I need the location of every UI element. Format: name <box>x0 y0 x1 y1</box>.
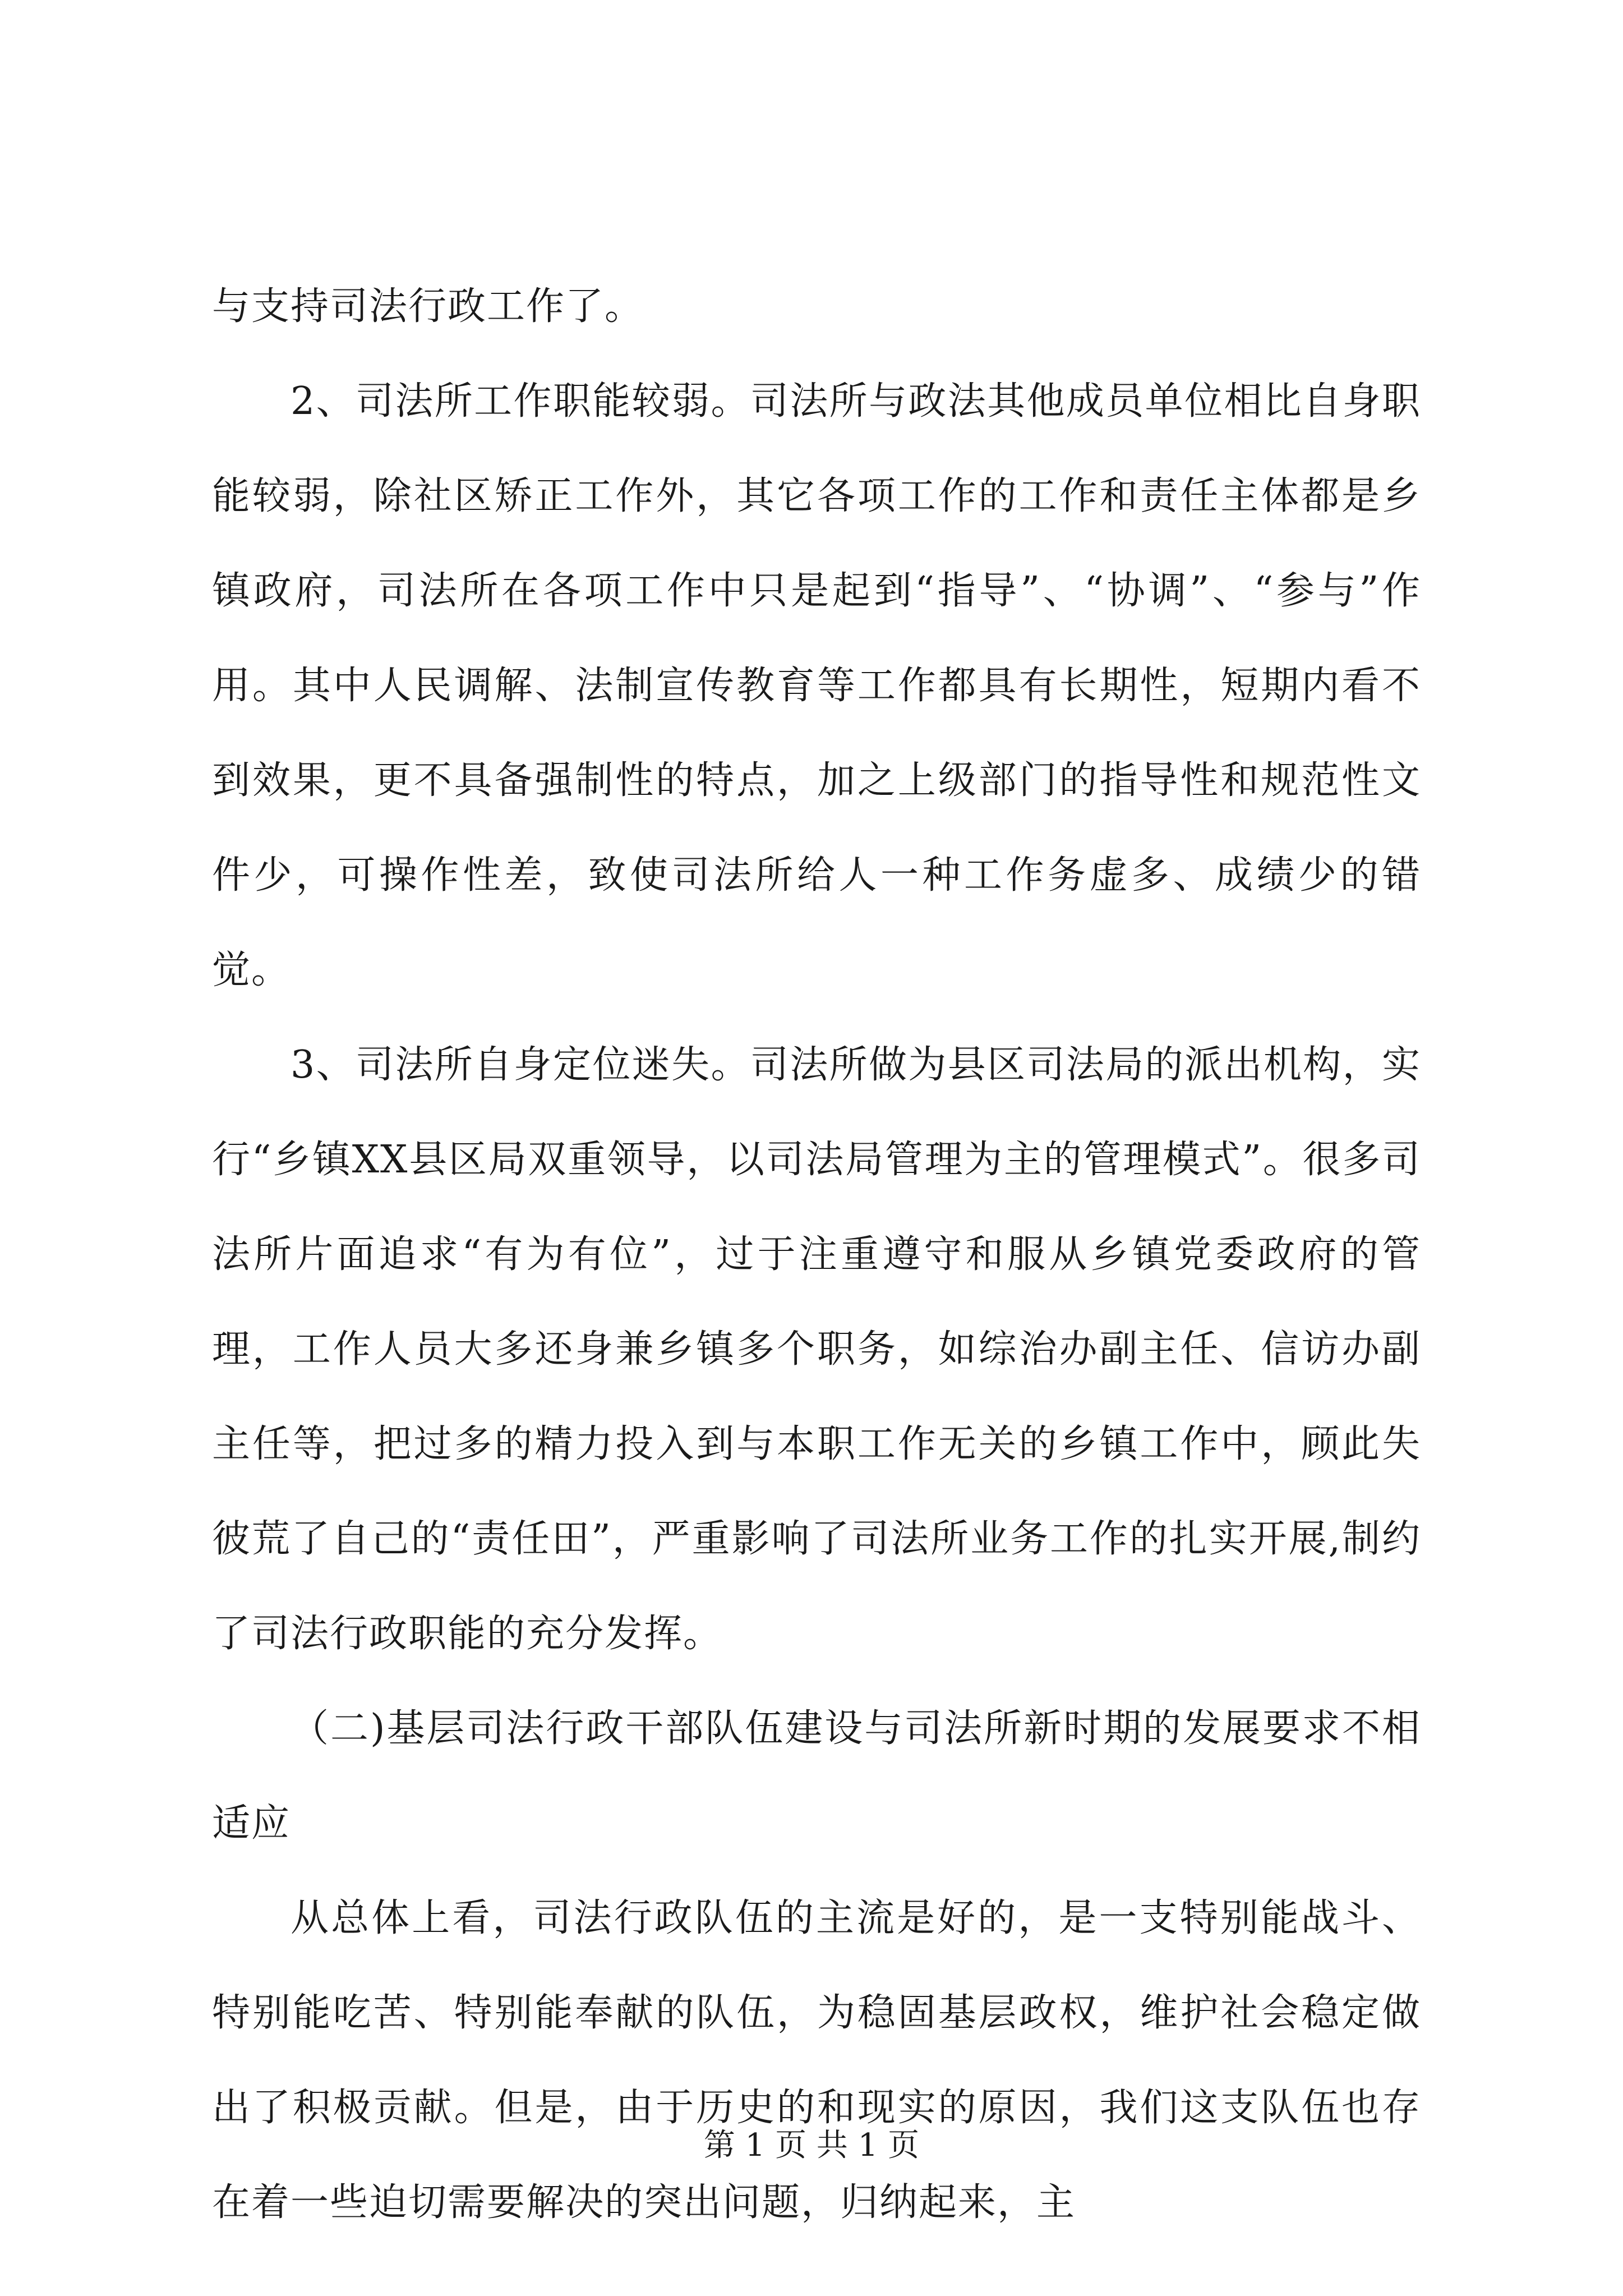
paragraph-overview: 从总体上看，司法行政队伍的主流是好的，是一支特别能战斗、特别能吃苦、特别能奉献的队伍，为稳固基层政权，维护社会稳定做出了积极贡献。但是，由于历史的和现实的原因，我们这支队伍也存在着一些迫切需要解决的突出问题，归纳起来，主 <box>212 1896 1421 2225</box>
paragraph-continuation: 与支持司法行政工作了。 <box>212 284 644 329</box>
document-body <box>212 259 1421 2250</box>
paragraph-item-2: 2、司法所工作职能较弱。司法所与政法其他成员单位相比自身职能较弱，除社区矫正工作外，其它各项工作的工作和责任主体都是乡镇政府，司法所在各项工作中只是起到“指导”、“协调”、“参与”作用。其中人民调解、法制宣传教育等工作都具有长期性，短期内看不到效果，更不具备强制性的特点，加之上级部门的指导性和规范性文件少，可操作性差，致使司法所给人一种工作务虚多、成绩少的错觉。 <box>212 379 1421 992</box>
page-footer <box>0 2126 1623 2165</box>
page-number-label: 第 1 页 共 1 页 <box>703 2127 920 2164</box>
paragraph-item-3: 3、司法所自身定位迷失。司法所做为县区司法局的派出机构，实行“乡镇XX县区局双重领导，以司法局管理为主的管理模式”。很多司法所片面追求“有为有位”，过于注重遵守和服从乡镇党委政府的管理，工作人员大多还身兼乡镇多个职务，如综治办副主任、信访办副主任等，把过多的精力投入到与本职工作无关的乡镇工作中，顾此失彼荒了自己的“责任田”，严重影响了司法所业务工作的扎实开展,制约了司法行政职能的充分发挥。 <box>212 1043 1421 1656</box>
section-heading-2: （二)基层司法行政干部队伍建设与司法所新时期的发展要求不相适应 <box>212 1706 1421 1846</box>
